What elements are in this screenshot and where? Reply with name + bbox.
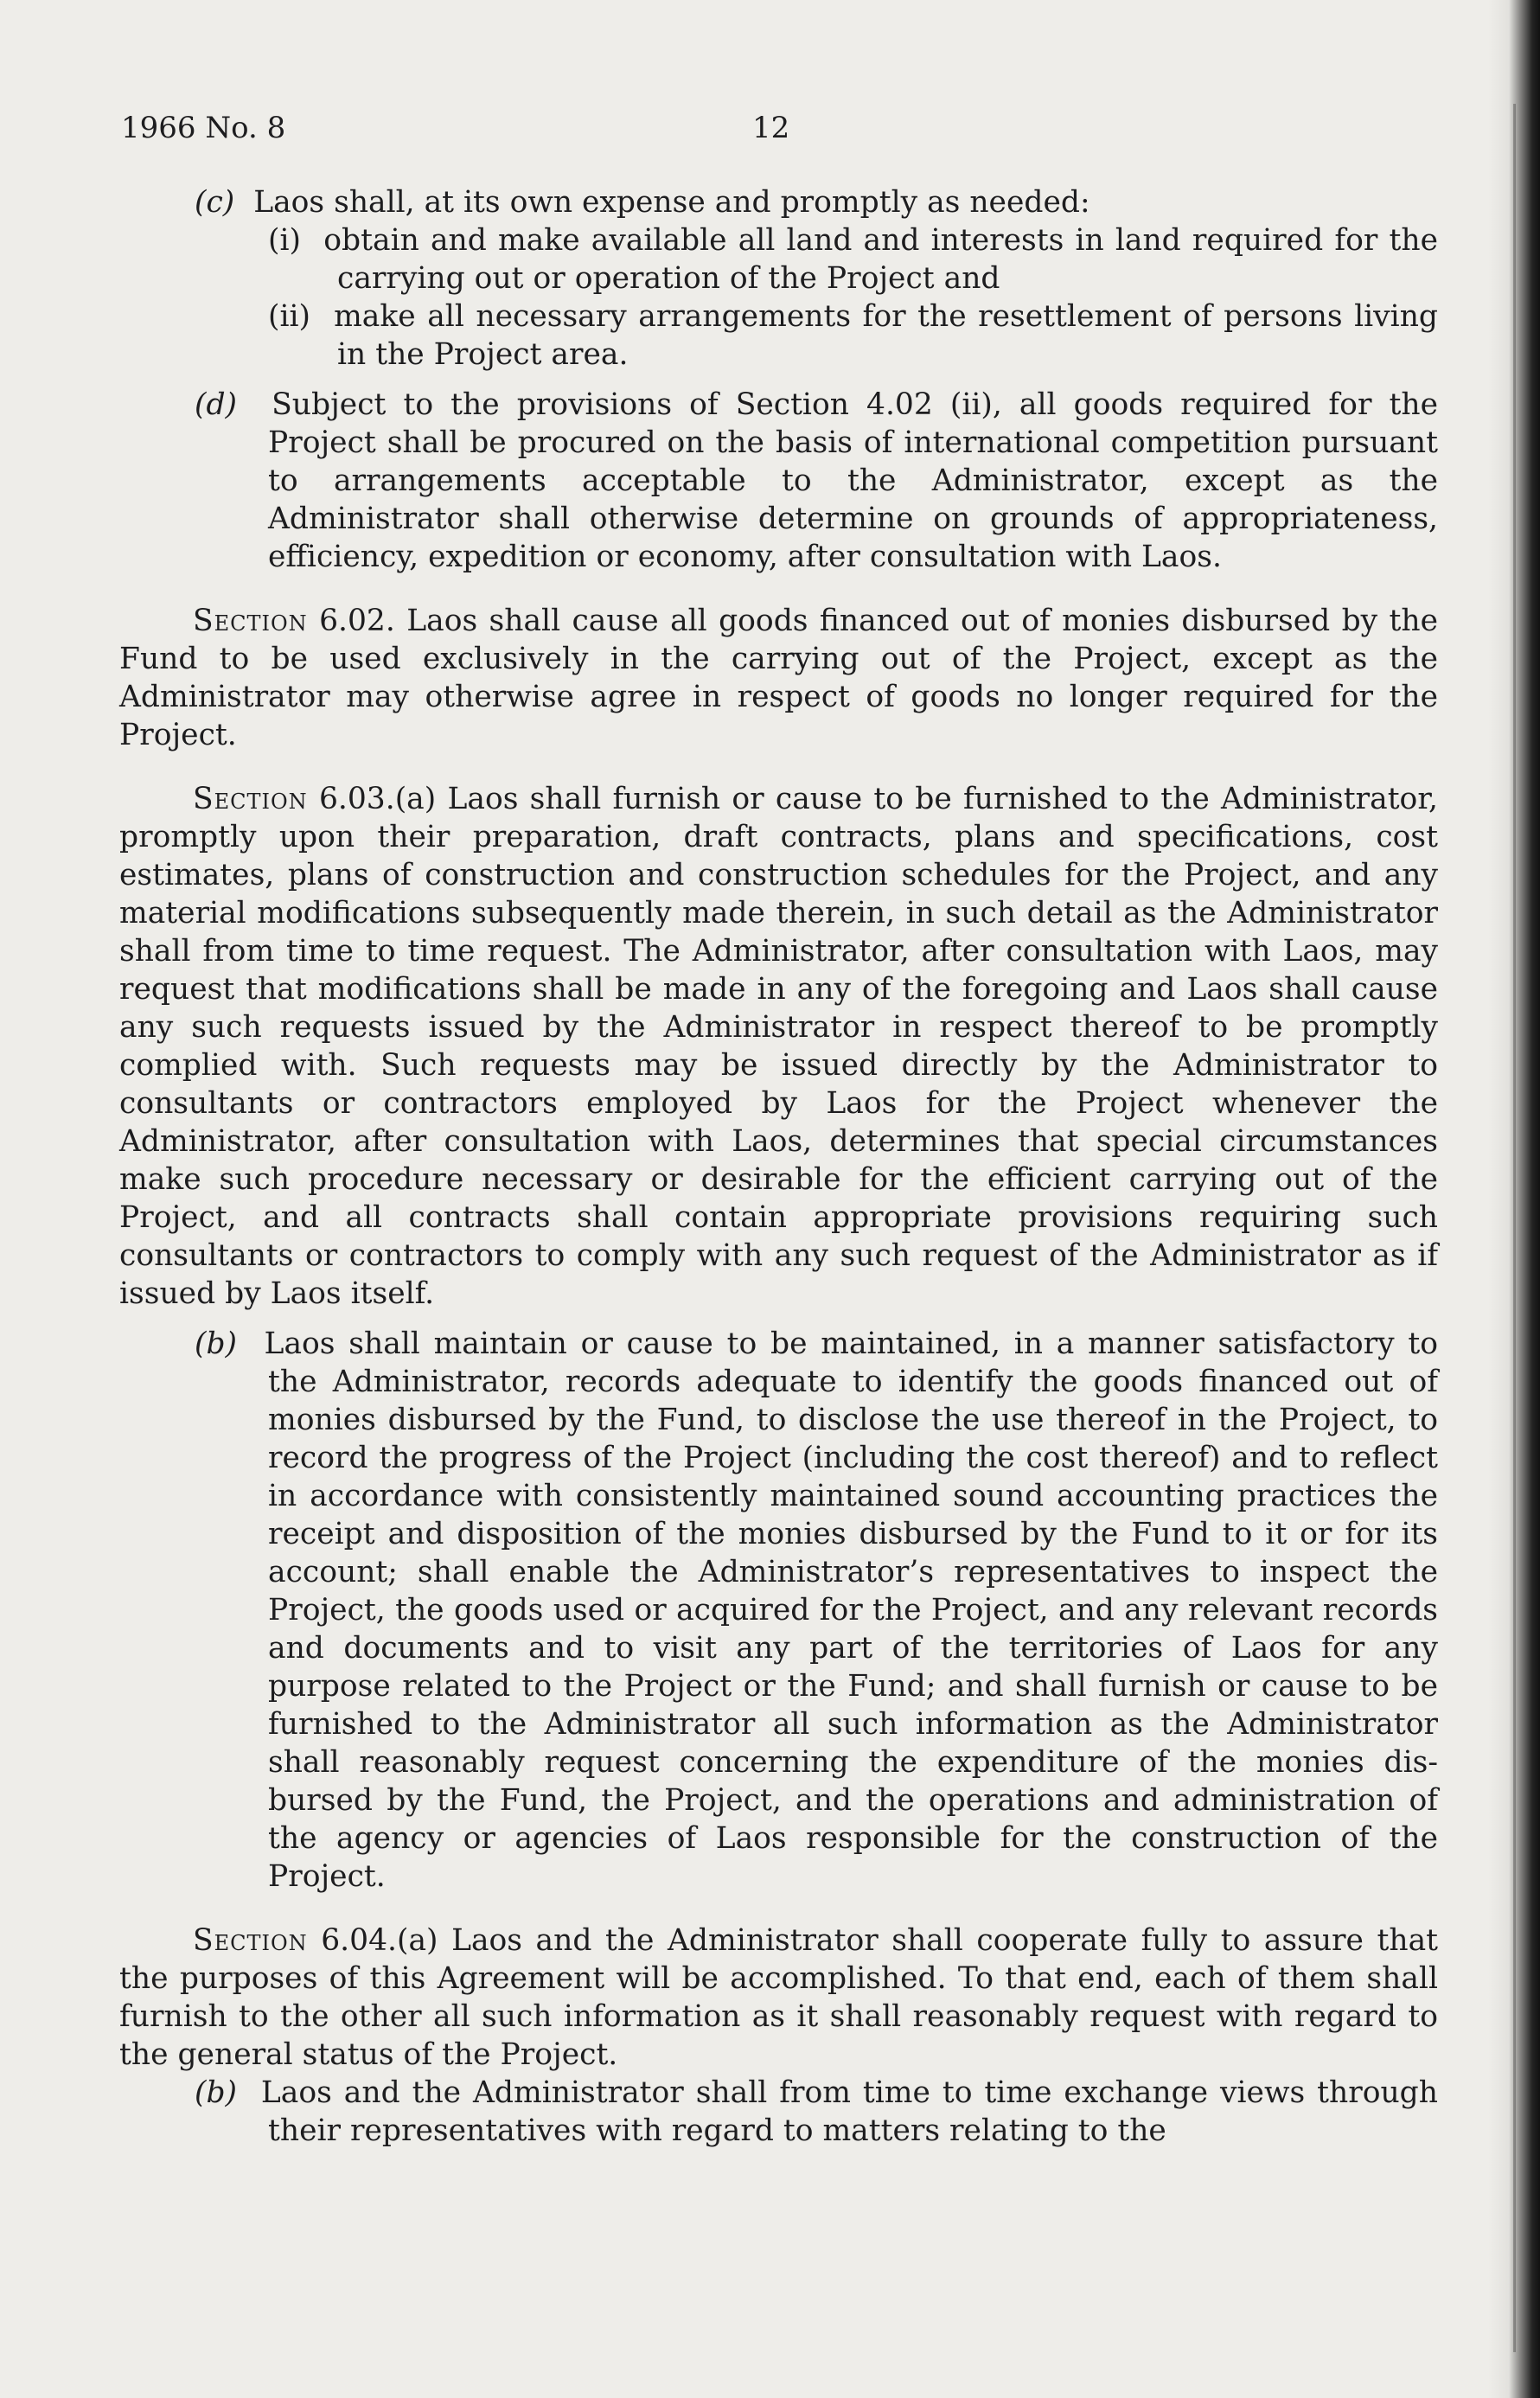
section-6-03-a (119, 780, 1438, 1313)
page-edge-shadow (1488, 0, 1540, 2398)
clause-c (119, 183, 1438, 221)
clause-c-i-label: (i) (268, 223, 301, 258)
section-6-04-number: 6.04.(a) (321, 1923, 438, 1958)
section-6-02-heading: Section (193, 604, 308, 638)
page-number: 12 (752, 111, 790, 145)
section-6-03-number: 6.03.(a) (318, 782, 437, 816)
section-6-04-a (119, 1922, 1438, 2074)
clause-c-ii (119, 297, 1438, 374)
clause-c-i-text: obtain and make available all land and interests in land required for the carrying out or operation of the Project and (323, 223, 1439, 296)
clause-c-i (119, 221, 1438, 297)
section-6-04-a-text: Laos and the Administrator shall cooperate fully to assure that the purposes of this Agreement will be accomplished. To that end, each of them shall furnish to the other all such information as it shall reasonably request with regard to the general status of the Project. (119, 1923, 1439, 2072)
clause-c-text: Laos shall, at its own expense and promptly as needed: (253, 185, 1090, 220)
page-header (0, 111, 1540, 145)
section-6-02 (119, 602, 1438, 754)
clause-d-text: Subject to the provisions of Section 4.02 (ii), all goods required for the Project shall be procured on the basis of international competition pursuant to arrangements acceptable to the Administrator, except as the Administrator shall otherwise determine on grounds of appropriateness, efficiency, expedition or economy, after consultation with Laos. (268, 387, 1438, 574)
section-6-04-b (119, 2074, 1438, 2150)
section-6-02-number: 6.02. (319, 604, 395, 638)
section-6-04-heading: Section (193, 1923, 308, 1958)
clause-d-label: (d) (195, 387, 238, 422)
section-6-04-b-text: Laos and the Administrator shall from time to time exchange views through their representatives with regard to matters relating to the (260, 2075, 1438, 2148)
document-body (119, 183, 1438, 2150)
section-6-03-b-label: (b) (195, 1327, 238, 1361)
section-6-04-b-label: (b) (195, 2075, 238, 2110)
section-6-03-b (119, 1325, 1438, 1896)
section-6-03-a-text: Laos shall furnish or cause to be furnished to the Administrator, promptly upon their preparation, draft contracts, plans and specifications, cost estimates, plans of construction and construction schedules for the Project, and any material modifications subsequently made therein, in such detail as the Administrator shall from time to time request. The Administrator, after consultation with Laos, may request that modifications shall be made in any of the foregoing and Laos shall cause any such requests issued by the Administrator in respect thereof to be promptly complied with. Such requests may be issued directly by the Administrator to consultants or contractors employed by Laos for the Project whenever the Administrator, after consultation with Laos, determines that special circumstances make such procedure necessary or desirable for the efficient carrying out of the Project, and all contracts shall contain appropriate provisions requiring such consultants or contractors to comply with any such request of the Administrator as if issued by Laos itself. (119, 782, 1438, 1311)
document-reference: 1966 No. 8 (121, 111, 286, 145)
section-6-03-heading: Section (193, 782, 308, 816)
clause-d (119, 386, 1438, 576)
clause-c-label: (c) (195, 185, 235, 220)
section-6-03-b-text: Laos shall maintain or cause to be maintained, in a manner satisfactory to the Administrator, records adequate to identify the goods financed out of monies disbursed by the Fund, to disclose the use thereof in the Project, to record the progress of the Project (including the cost thereof) and to reflect in accordance with consistently maintained sound accounting practices the receipt and disposition of the monies disbursed by the Fund to it or for its account; shall enable the Administrator’s representatives to inspect the Project, the goods used or acquired for the Project, and any relevant records and documents and to visit any part of the territories of Laos for any purpose related to the Project or the Fund; and shall furnish or cause to be furnished to the Administrator all such information as the Administrator shall reasonably request concerning the expenditure of the monies disbursed by the Fund, the Project, and the operations and administration of the agency or agencies of Laos responsible for the construction of the Project. (264, 1327, 1438, 1894)
section-6-02-text: Laos shall cause all goods financed out of monies disbursed by the Fund to be used exclusively in the carrying out of the Project, except as the Administrator may otherwise agree in respect of goods no longer required for the Project. (119, 604, 1439, 752)
clause-c-ii-text: make all necessary arrangements for the resettlement of persons living in the Project area. (334, 299, 1439, 372)
clause-c-ii-label: (ii) (268, 299, 310, 334)
